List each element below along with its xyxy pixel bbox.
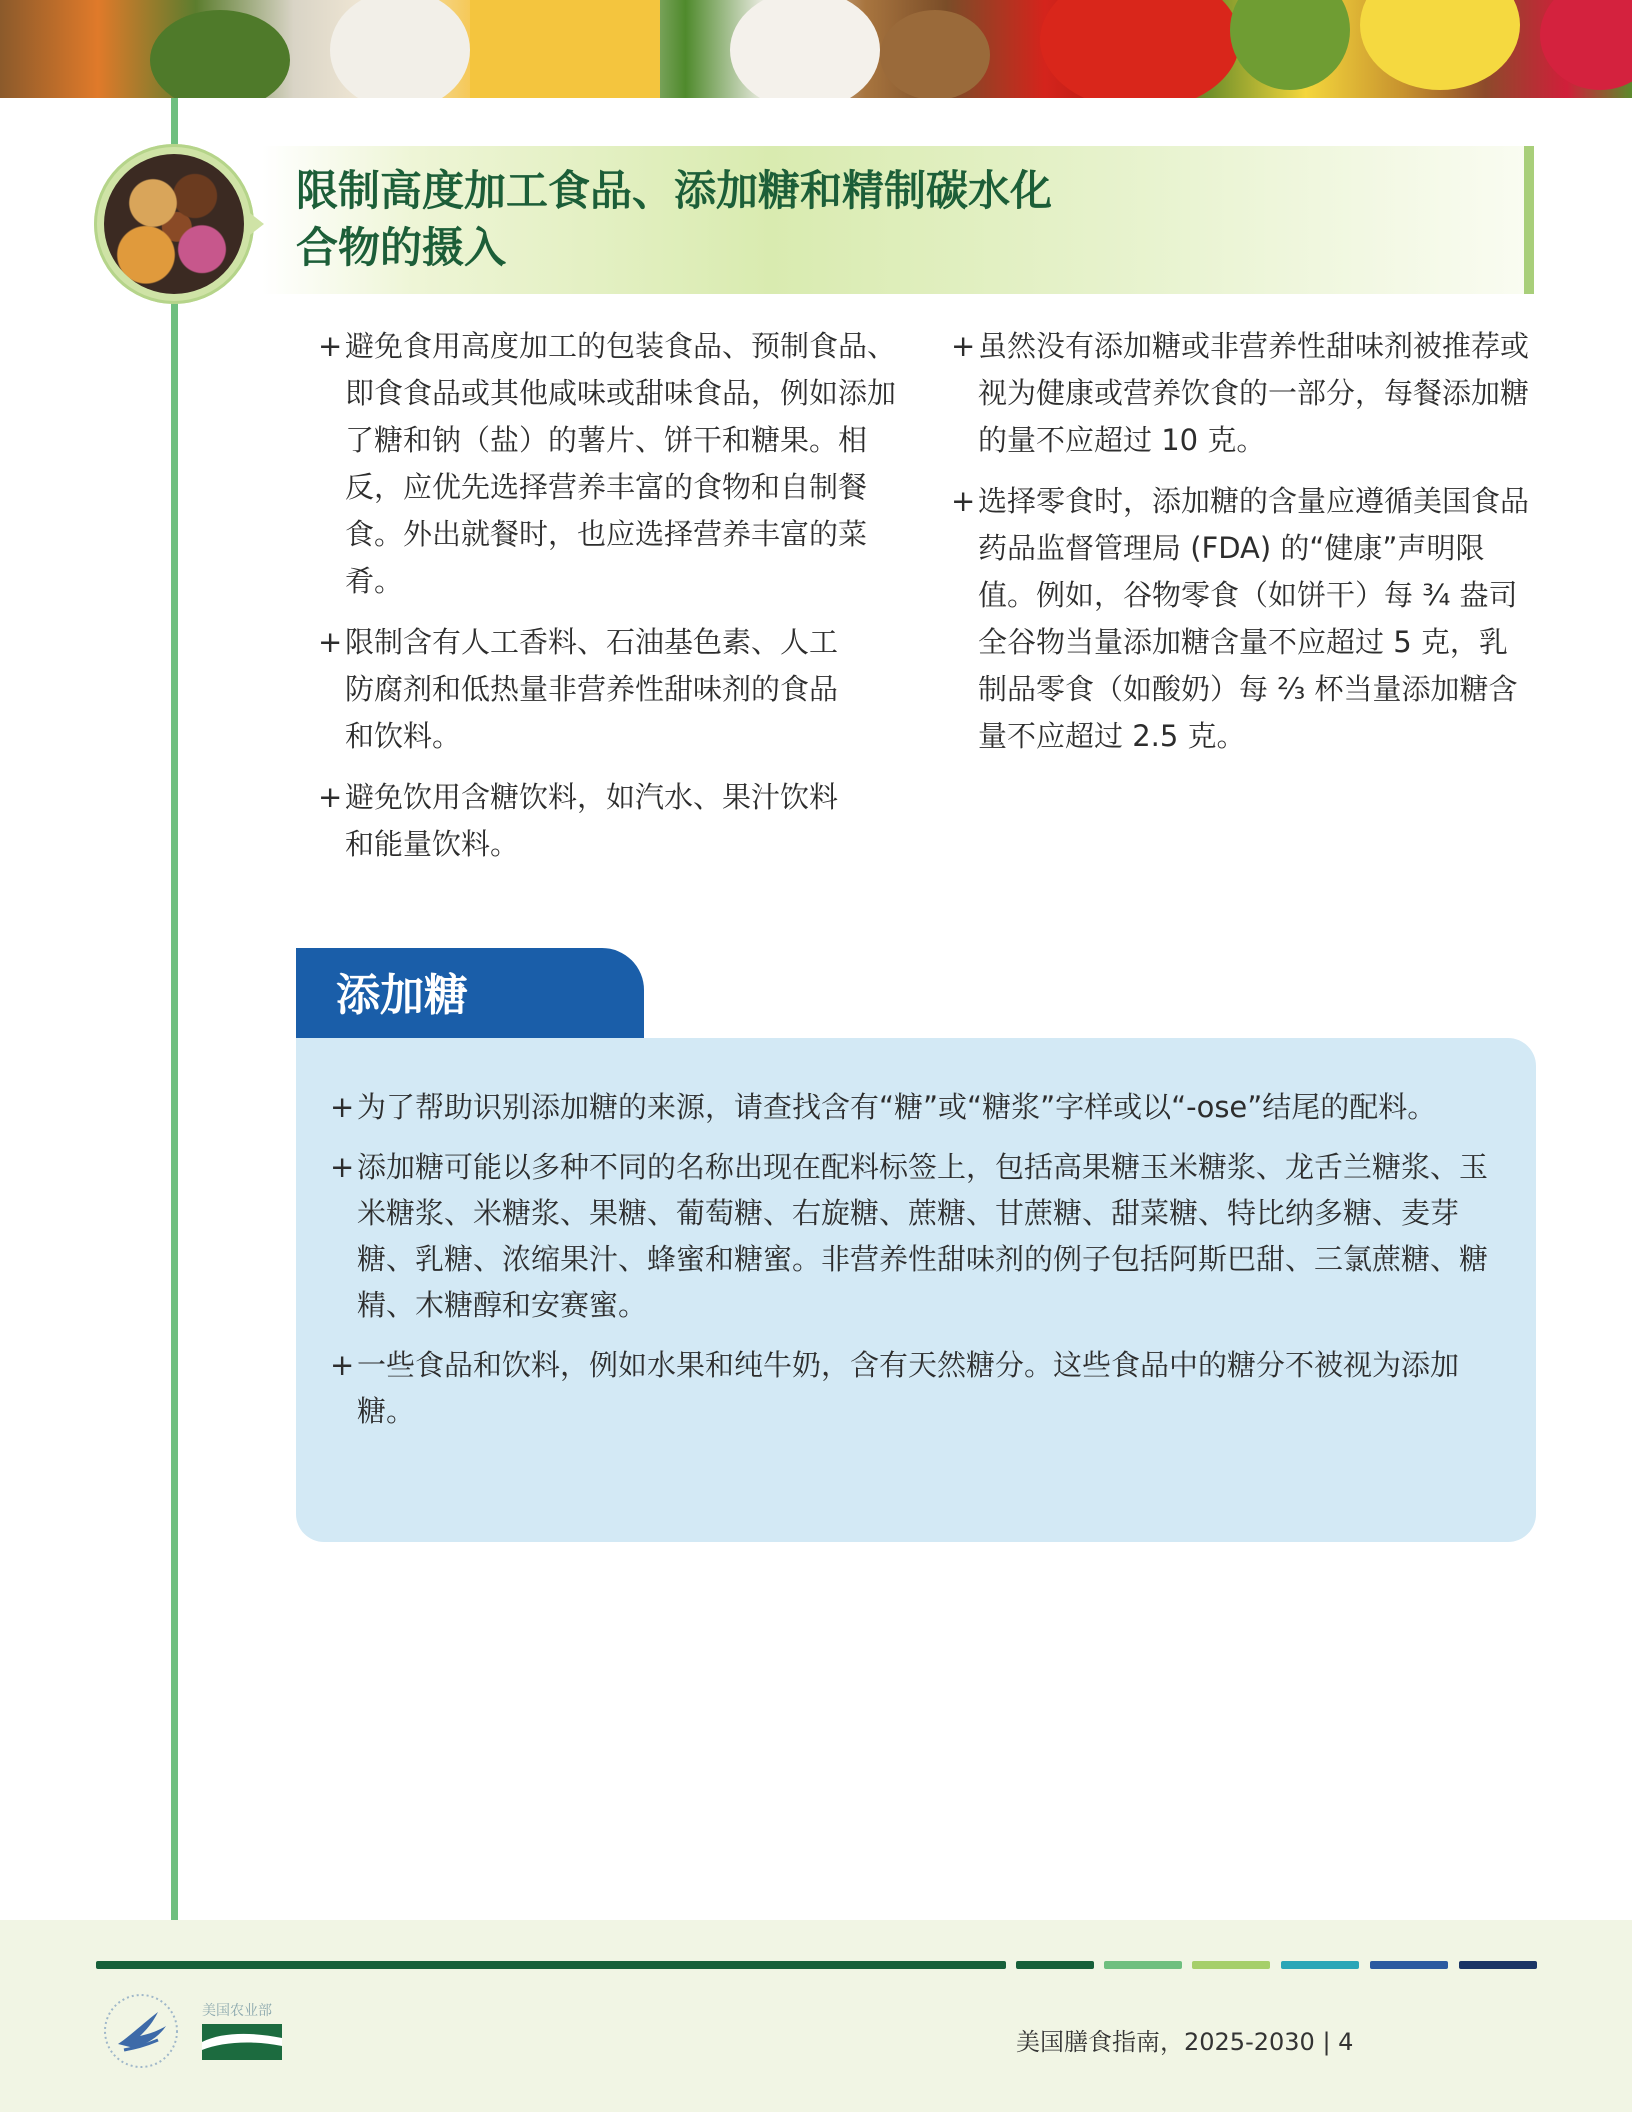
footer-rule-segment: [1016, 1961, 1094, 1969]
plus-icon: +: [330, 1348, 355, 1382]
list-item-text: 一些食品和饮料，例如水果和纯牛奶，含有天然糖分。这些食品中的糖分不被视为添加糖。: [357, 1348, 1460, 1428]
list-item-text: 为了帮助识别添加糖的来源，请查找含有“糖”或“糖浆”字样或以“-ose”结尾的配料。: [357, 1090, 1437, 1124]
left-bullet-list: [318, 323, 908, 882]
added-sugar-heading: 添加糖: [336, 970, 468, 1021]
list-item: [318, 619, 908, 760]
list-item-text: 选择零食时，添加糖的含量应遵循美国食品药品监督管理局 (FDA) 的“健康”声明限值。例如，谷物零食（如饼干）每 ¾ 盎司全谷物当量添加糖含量不应超过 5 克，乳制品零食（如酸奶）每 ⅔ 杯当量添加糖含量不应超过 2.5 克。: [978, 484, 1530, 753]
footer-rule-segment: [1459, 1961, 1537, 1969]
right-bullet-list: [951, 323, 1531, 774]
list-item: [318, 323, 908, 605]
plus-icon: +: [951, 484, 976, 518]
section-badge-pointer: [246, 210, 264, 238]
page-title-line-1: 限制高度加工食品、添加糖和精制碳水化: [296, 166, 1053, 215]
list-item: [330, 1342, 1490, 1434]
heading-band-edge: [1524, 146, 1534, 294]
added-sugar-list: [330, 1084, 1490, 1448]
footer-page-label: 美国膳食指南，2025-2030 | 4: [1016, 2028, 1354, 2056]
processed-food-photo-icon: [104, 154, 244, 294]
list-item: [330, 1144, 1490, 1328]
footer-rule-segment: [1281, 1961, 1359, 1969]
list-item-text: 虽然没有添加糖或非营养性甜味剂被推荐或视为健康或营养饮食的一部分，每餐添加糖的量不应超过 10 克。: [978, 329, 1530, 457]
page-title: [296, 162, 1216, 276]
plus-icon: +: [330, 1150, 355, 1184]
hhs-eagle-logo-icon: [100, 1990, 182, 2072]
plus-icon: +: [318, 780, 343, 814]
usda-label: 美国农业部: [202, 2003, 272, 2019]
plus-icon: +: [330, 1090, 355, 1124]
plus-icon: +: [951, 329, 976, 363]
list-item-text: 避免食用高度加工的包装食品、预制食品、即食食品或其他咸味或甜味食品，例如添加了糖和钠（盐）的薯片、饼干和糖果。相反，应优先选择营养丰富的食物和自制餐食。外出就餐时，也应选择营养丰富的菜肴。: [345, 329, 897, 598]
footer-rule-segment: [96, 1961, 1006, 1969]
list-item-text: 避免饮用含糖饮料，如汽水、果汁饮料和能量饮料。: [345, 780, 839, 861]
footer-rule-segment: [1370, 1961, 1448, 1969]
plus-icon: +: [318, 625, 343, 659]
list-item-text: 限制含有人工香料、石油基色素、人工防腐剂和低热量非营养性甜味剂的食品和饮料。: [345, 625, 839, 753]
list-item: [330, 1084, 1490, 1130]
left-green-rule: [171, 98, 178, 1920]
list-item: [951, 323, 1531, 464]
list-item-text: 添加糖可能以多种不同的名称出现在配料标签上，包括高果糖玉米糖浆、龙舌兰糖浆、玉米糖浆、米糖浆、果糖、葡萄糖、右旋糖、蔗糖、甘蔗糖、甜菜糖、特比纳多糖、麦芽糖、乳糖、浓缩果汁、蜂蜜和糖蜜。非营养性甜味剂的例子包括阿斯巴甜、三氯蔗糖、糖精、木糖醇和安赛蜜。: [357, 1150, 1489, 1322]
list-item: [318, 774, 908, 868]
list-item: [951, 478, 1531, 760]
footer-rule-segment: [1104, 1961, 1182, 1969]
footer-rule-segment: [1192, 1961, 1270, 1969]
page-title-line-2: 合物的摄入: [296, 223, 507, 272]
plus-icon: +: [318, 329, 343, 363]
food-banner-image: [0, 0, 1632, 98]
